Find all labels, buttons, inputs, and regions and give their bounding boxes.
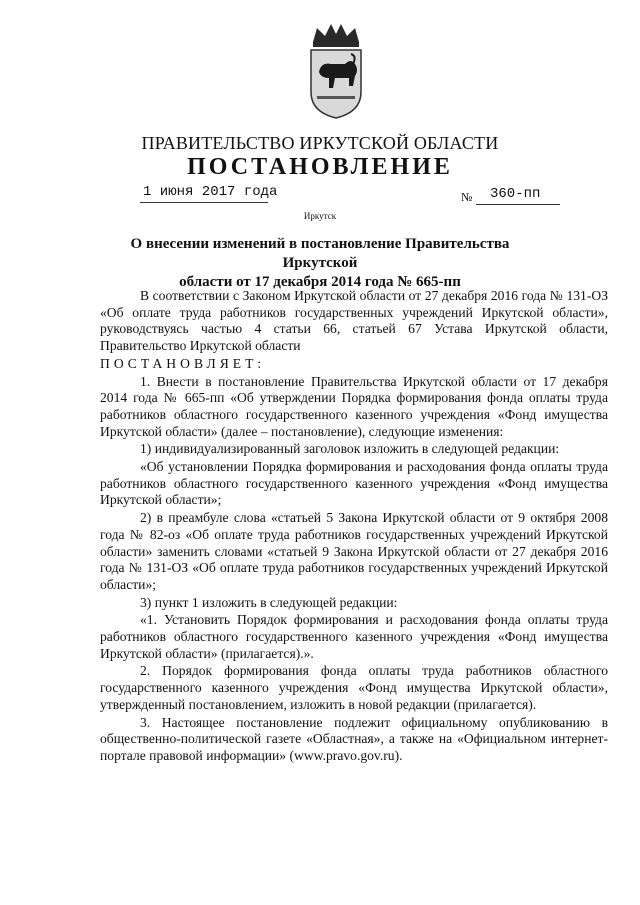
- document-heading: [100, 235, 540, 292]
- heading-line-2: области от 17 декабря 2014 года № 665-пп: [179, 274, 461, 290]
- number-sign: №: [461, 190, 473, 204]
- number-underline: [476, 204, 560, 205]
- paragraph-preamble: В соответствии с Законом Иркутской области от 27 декабря 2016 года № 131-ОЗ «Об оплате труда работников государственных учреждений Иркутской области», руководствуясь частью 4 статьи 66, статьей 67 Устава Иркутской области, Правительство Иркутской области: [100, 288, 608, 354]
- document-date: 1 июня 2017 года: [143, 184, 278, 200]
- paragraph-subitem-1: 1) индивидуализированный заголовок изложить в следующей редакции:: [140, 441, 560, 457]
- paragraph-subitem-3: 3) пункт 1 изложить в следующей редакции:: [140, 594, 398, 610]
- city-name: Иркутск: [303, 211, 337, 221]
- paragraph-item-3: 3. Настоящее постановление подлежит официальному опубликованию в общественно-политической газете «Областная», а также на «Официальном интернет-портале правовой информации» (www.pravo.gov.ru).: [100, 714, 608, 763]
- document-body: [100, 288, 608, 766]
- document-number: 360-пп: [490, 186, 541, 202]
- heading-line-1: О внесении изменений в постановление Правительства Иркутской: [130, 236, 510, 271]
- coat-of-arms-icon: [303, 20, 369, 120]
- date-underline: [140, 202, 268, 203]
- paragraph-item-1: 1. Внести в постановление Правительства Иркутской области от 17 декабря 2014 года № 665-пп «Об утверждении Порядка формирования фонда оплаты труда работников областного государственного казенного учреждения «Фонд имущества Иркутской области» (далее – постановление), следующие изменения:: [100, 373, 608, 439]
- paragraph-resolves: ПОСТАНОВЛЯЕТ:: [100, 355, 266, 371]
- paragraph-item-2: 2. Порядок формирования фонда оплаты труда работников областного государственного казенного учреждения «Фонд имущества Иркутской области», утвержденный постановлением, изложить в новой редакции (прилагается).: [100, 663, 608, 712]
- paragraph-quote-title: «Об установлении Порядка формирования и расходования фонда оплаты труда работников областного государственного казенного учреждения «Фонд имущества Иркутской области»;: [100, 459, 608, 508]
- organization-name: ПРАВИТЕЛЬСТВО ИРКУТСКОЙ ОБЛАСТИ: [141, 133, 499, 153]
- document-title: ПОСТАНОВЛЕНИЕ: [187, 154, 453, 180]
- paragraph-quote-item-1: «1. Установить Порядок формирования и расходования фонда оплаты труда работников областного государственного казенного учреждения «Фонд имущества Иркутской области» (прилагается).».: [100, 612, 608, 661]
- paragraph-subitem-2: 2) в преамбуле слова «статьей 5 Закона Иркутской области от 9 октября 2008 года № 82-оз «Об оплате труда работников государственных учреждений Иркутской области» заменить словами «статьей 9 Закона Иркутской области от 27 декабря 2016 года № 131-ОЗ «Об оплате труда работников государственных учреждений Иркутской области»;: [100, 510, 608, 592]
